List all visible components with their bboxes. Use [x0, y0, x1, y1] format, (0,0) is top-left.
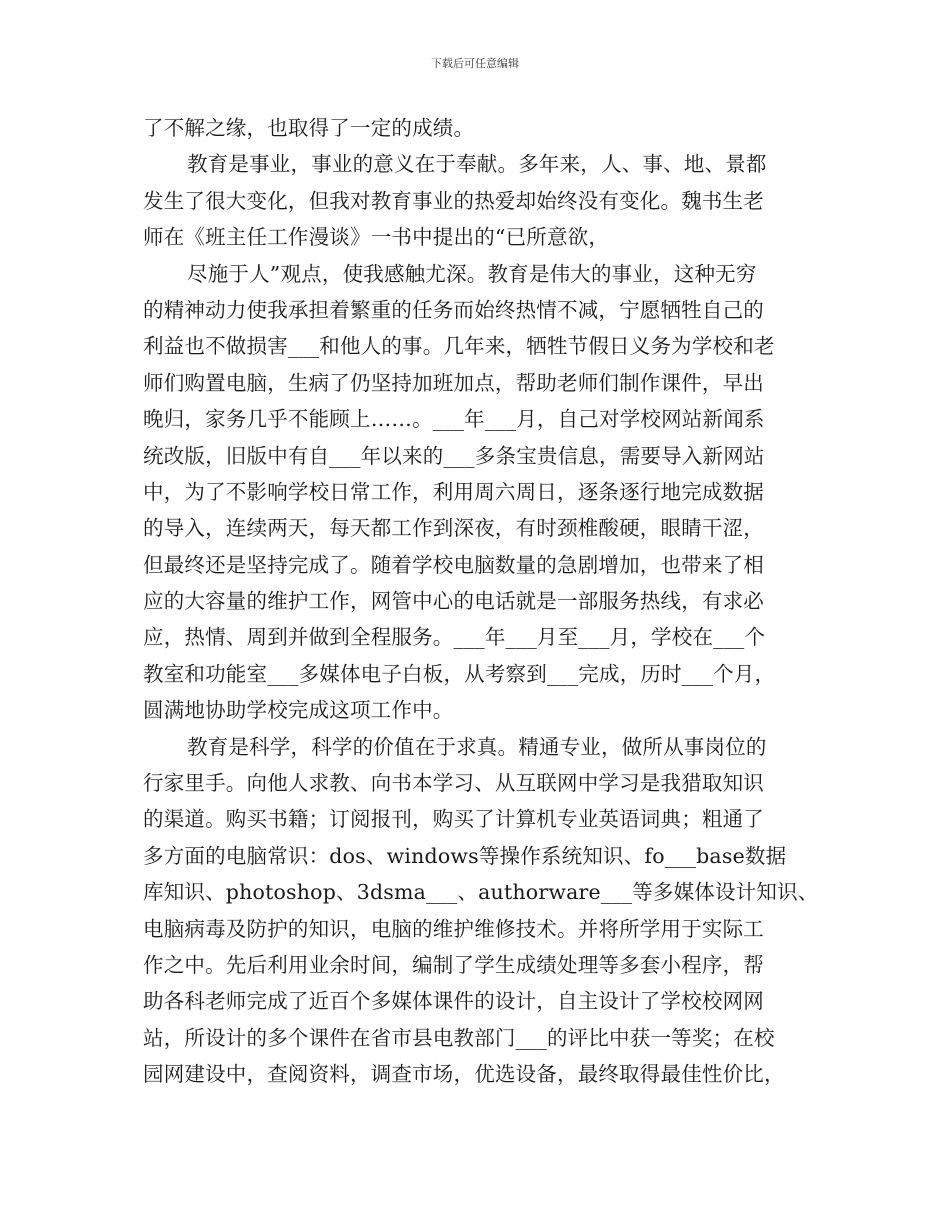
header-note: 下载后可任意编辑 — [431, 57, 519, 70]
paragraph — [143, 110, 823, 146]
text-line: 发生了很大变化，但我对教育事业的热爱却始终没有变化。魏书生老 — [143, 188, 764, 213]
text-line: 但最终还是坚持完成了。随着学校电脑数量的急剧增加，也带来了相 — [143, 552, 764, 577]
text-line: 园网建设中，查阅资料，调查市场，优选设备，最终取得最佳性价比， — [143, 1062, 785, 1087]
text-line: 中，为了不影响学校日常工作，利用周六周日，逐条逐行地完成数据 — [143, 479, 764, 504]
text-line: 圆满地协助学校完成这项工作中。 — [143, 698, 454, 723]
text-line: 利益也不做损害___和他人的事。几年来，牺牲节假日义务为学校和老 — [143, 334, 775, 359]
text-line: 师们购置电脑，生病了仍坚持加班加点，帮助老师们制作课件，早出 — [143, 370, 764, 395]
text-line: 的精神动力使我承担着繁重的任务而始终热情不减，宁愿牺牲自己的 — [143, 297, 764, 322]
text-line: 电脑病毒及防护的知识，电脑的维护维修技术。并将所学用于实际工 — [143, 916, 764, 941]
text-line: 行家里手。向他人求教、向书本学习、从互联网中学习是我猎取知识 — [143, 771, 764, 796]
text-line: 教室和功能室___多媒体电子白板，从考察到___完成，历时___个月， — [143, 661, 776, 686]
text-line: 站，所设计的多个课件在省市县电教部门___的评比中获一等奖；在校 — [143, 1025, 775, 1050]
text-line: 师在《班主任工作漫谈》一书中提出的“已所意欲， — [143, 225, 610, 250]
text-line: 的渠道。购买书籍；订阅报刊，购买了计算机专业英语词典；粗通了 — [143, 807, 764, 832]
text-line: 的导入，连续两天，每天都工作到深夜，有时颈椎酸硬，眼睛干涩， — [143, 516, 764, 541]
paragraph — [143, 729, 823, 1093]
text-line: 作之中。先后利用业余时间，编制了学生成绩处理等多套小程序，帮 — [143, 952, 764, 977]
text-line: 库知识、photoshop、3dsma___、authorware___等多媒体设计知识、 — [143, 880, 819, 905]
text-line: 尽施于人”观点，使我感触尤深。教育是伟大的事业，这种无穷 — [187, 261, 757, 286]
text-line: 多方面的电脑常识：dos、windows等操作系统知识、fo___base数据 — [143, 843, 787, 868]
paragraph — [143, 256, 823, 729]
text-line: 统改版，旧版中有自___年以来的___多条宝贵信息，需要导入新网站 — [143, 443, 765, 468]
paragraph — [143, 146, 823, 255]
text-line: 教育是事业，事业的意义在于奉献。多年来，人、事、地、景都 — [187, 152, 767, 177]
text-line: 应，热情、周到并做到全程服务。___年___月至___月，学校在___个 — [143, 625, 766, 650]
text-line: 应的大容量的维护工作，网管中心的电话就是一部服务热线，有求必 — [143, 589, 764, 614]
document-body — [143, 110, 823, 1093]
text-line: 助各科老师完成了近百个多媒体课件的设计，自主设计了学校校网网 — [143, 989, 764, 1014]
text-line: 晚归，家务几乎不能顾上……。___年___月，自己对学校网站新闻系 — [143, 407, 765, 432]
text-line: 教育是科学，科学的价值在于求真。精通专业，做所从事岗位的 — [187, 734, 767, 759]
text-line: 了不解之缘，也取得了一定的成绩。 — [143, 116, 475, 140]
